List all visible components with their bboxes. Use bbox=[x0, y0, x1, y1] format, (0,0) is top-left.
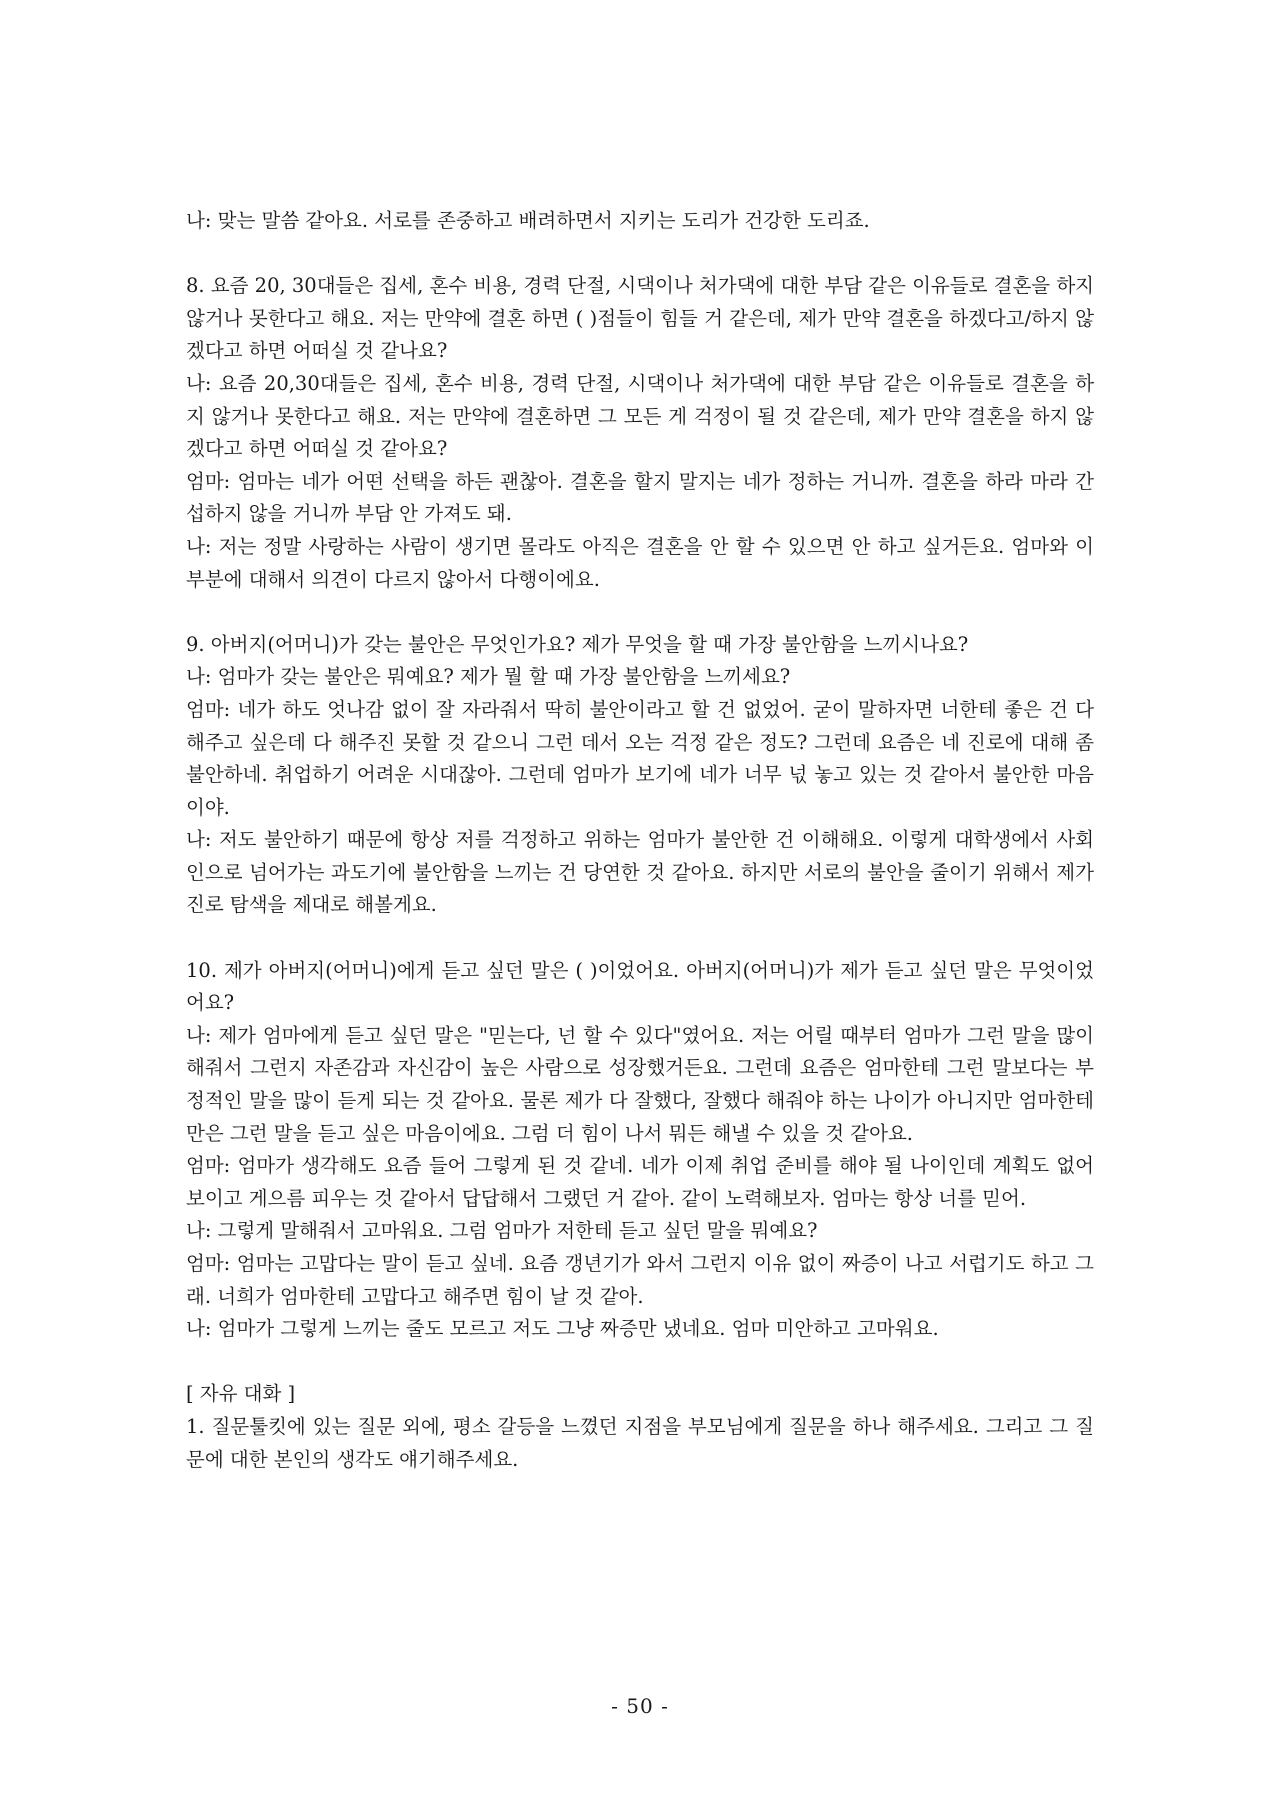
question-8: 8. 요즘 20, 30대들은 집세, 혼수 비용, 경력 단절, 시댁이나 처가댁에 대한 부담 같은 이유들로 결혼을 하지 않거나 못한다고 해요. 저는 만약에 결혼 하면 ( )점들이 힘들 거 같은데, 제가 만약 결혼을 하겠다고/하지 않겠다고 하면 어떠실 것 같나요? bbox=[186, 274, 1095, 363]
document-body bbox=[186, 205, 1094, 1476]
paragraph: 나: 저도 불안하기 때문에 항상 저를 걱정하고 위하는 엄마가 불안한 건 이해해요. 이렇게 대학생에서 사회인으로 넘어가는 과도기에 불안함을 느끼는 건 당연한 것 같아요. 하지만 서로의 불안을 줄이기 위해서 제가 진로 탐색을 제대로 해볼게요. bbox=[186, 828, 1094, 917]
paragraph: 나: 제가 엄마에게 듣고 싶던 말은 "믿는다, 넌 할 수 있다"였어요. 저는 어릴 때부터 엄마가 그런 말을 많이 해줘서 그런지 자존감과 자신감이 높은 사람으로 성장했거든요. 그런데 요즘은 엄마한테 그런 말보다는 부정적인 말을 많이 듣게 되는 것 같아요. 물론 제가 다 잘했다, 잘했다 해줘야 하는 나이가 아니지만 엄마한테만은 그런 말을 듣고 싶은 마음이에요. 그럼 더 힘이 나서 뭐든 해낼 수 있을 것 같아요. bbox=[186, 1023, 1094, 1145]
paragraph-gap bbox=[186, 1346, 1094, 1379]
paragraph: 엄마: 엄마는 네가 어떤 선택을 하든 괜찮아. 결혼을 할지 말지는 네가 정하는 거니까. 결혼을 하라 마라 간섭하지 않을 거니까 부담 안 가져도 돼. bbox=[186, 469, 1094, 526]
paragraph-gap bbox=[186, 596, 1094, 629]
paragraph: 나: 엄마가 갖는 불안은 뭐예요? 제가 뭘 할 때 가장 불안함을 느끼세요? bbox=[186, 665, 791, 689]
paragraph: 엄마: 엄마가 생각해도 요즘 들어 그렇게 된 것 같네. 네가 이제 취업 준비를 해야 될 나이인데 계획도 없어 보이고 게으름 피우는 것 같아서 답답해서 그랬던 거 같아. 같이 노력해보자. 엄마는 항상 너를 믿어. bbox=[186, 1154, 1094, 1210]
paragraph: 나: 그렇게 말해줘서 고마워요. 그럼 엄마가 저한테 듣고 싶던 말을 뭐예요? bbox=[186, 1219, 818, 1243]
paragraph: 나: 저는 정말 사랑하는 사람이 생기면 몰라도 아직은 결혼을 안 할 수 있으면 안 하고 싶거든요. 엄마와 이 부분에 대해서 의견이 다르지 않아서 다행이에요. bbox=[186, 534, 1094, 591]
free-question-1: 1. 질문툴킷에 있는 질문 외에, 평소 갈등을 느꼈던 지점을 부모님에게 질문을 하나 해주세요. 그리고 그 질문에 대한 본인의 생각도 얘기해주세요. bbox=[186, 1414, 1094, 1471]
paragraph: 나: 엄마가 그렇게 느끼는 줄도 모르고 저도 그냥 짜증만 냈네요. 엄마 미안하고 고마워요. bbox=[186, 1317, 939, 1341]
paragraph-gap bbox=[186, 922, 1094, 955]
paragraph-gap bbox=[186, 238, 1094, 271]
paragraph: 엄마: 네가 하도 엇나감 없이 잘 자라줘서 딱히 불안이라고 할 건 없었어. 굳이 말하자면 너한테 좋은 건 다 해주고 싶은데 다 해주진 못할 것 같으니 그런 데서 오는 걱정 같은 정도? 그런데 요즘은 네 진로에 대해 좀 불안하네. 취업하기 어려운 시대잖아. 그런데 엄마가 보기에 네가 너무 넋 놓고 있는 것 같아서 불안한 마음이야. bbox=[186, 697, 1094, 819]
paragraph: 나: 요즘 20,30대들은 집세, 혼수 비용, 경력 단절, 시댁이나 처가댁에 대한 부담 같은 이유들로 결혼을 하지 않거나 못한다고 해요. 저는 만약에 결혼하면 그 모든 게 걱정이 될 것 같은데, 제가 만약 결혼을 하지 않겠다고 하면 어떠실 것 같아요? bbox=[186, 371, 1094, 461]
question-10: 10. 제가 아버지(어머니)에게 듣고 싶던 말은 ( )이었어요. 아버지(어머니)가 제가 듣고 싶던 말은 무엇이었어요? bbox=[186, 958, 1094, 1015]
question-9: 9. 아버지(어머니)가 갖는 불안은 무엇인가요? 제가 무엇을 할 때 가장 불안함을 느끼시나요? bbox=[186, 632, 969, 656]
page-number: - 50 - bbox=[611, 1694, 669, 1718]
paragraph: 나: 맞는 말씀 같아요. 서로를 존중하고 배려하면서 지키는 도리가 건강한 도리죠. bbox=[186, 209, 870, 232]
section-heading: [ 자유 대화 ] bbox=[186, 1382, 296, 1406]
paragraph: 엄마: 엄마는 고맙다는 말이 듣고 싶네. 요즘 갱년기가 와서 그런지 이유 없이 짜증이 나고 서럽기도 하고 그래. 너희가 엄마한테 고맙다고 해주면 힘이 날 것 같아. bbox=[186, 1252, 1094, 1308]
